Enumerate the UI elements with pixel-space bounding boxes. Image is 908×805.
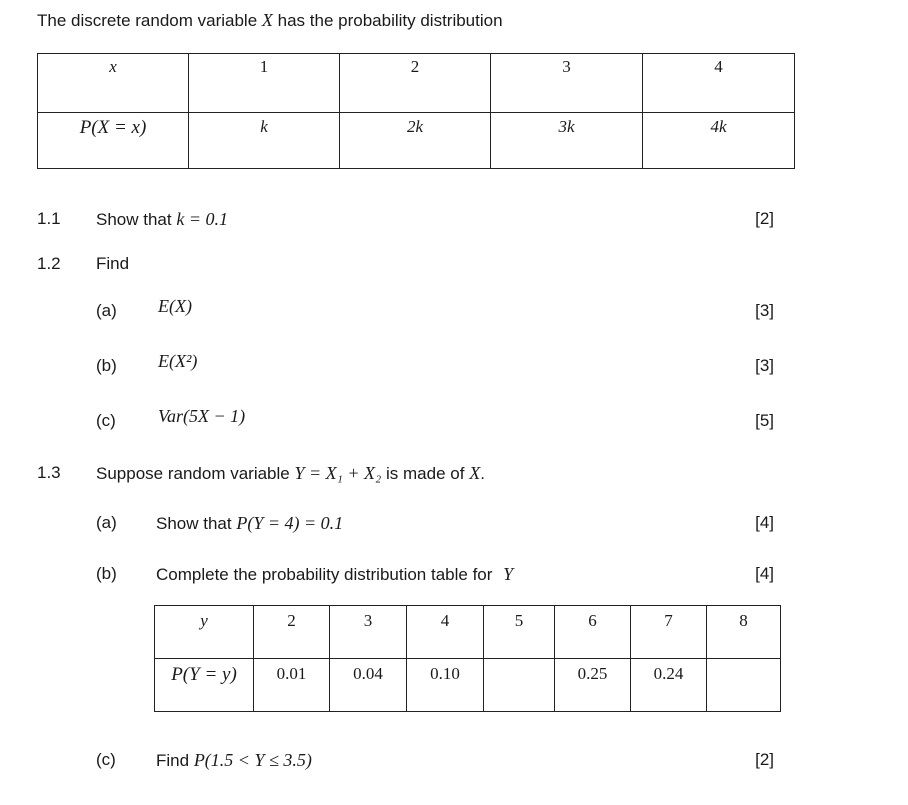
table-header-cell: x (38, 54, 189, 113)
question-1-1 (96, 209, 228, 230)
table-cell: 1 (189, 54, 340, 113)
math-expression: Y = X₁ + X₂ (294, 463, 382, 483)
question-text: . (480, 464, 485, 483)
question-1-3-a (156, 513, 343, 534)
marks-label: [4] (755, 513, 774, 532)
table-cell: 3 (330, 606, 407, 659)
math-expression: P(1.5 < Y ≤ 3.5) (193, 750, 312, 770)
math-expression: Var(5X − 1) (158, 406, 246, 426)
table-cell: 4 (643, 54, 795, 113)
question-1-3-c (156, 750, 312, 771)
table-cell: 5 (484, 606, 555, 659)
table-header-cell: P(Y = y) (155, 659, 254, 712)
distribution-table-x (37, 53, 795, 169)
table-cell: 2 (340, 54, 491, 113)
table-cell-empty[interactable] (707, 659, 781, 712)
math-expression: k = 0.1 (176, 209, 228, 229)
math-expression: P(Y = 4) = 0.1 (236, 513, 344, 533)
table-row (155, 659, 781, 712)
question-text: Find (156, 751, 190, 770)
table-cell: 7 (631, 606, 707, 659)
table-cell: 3 (491, 54, 643, 113)
part-label: (c) (96, 411, 116, 430)
table-header-cell: y (155, 606, 254, 659)
question-number: 1.1 (37, 209, 61, 228)
question-1-3-b (156, 564, 513, 585)
table-cell: 3k (491, 113, 643, 169)
intro-variable: X (261, 10, 273, 30)
question-text: Suppose random variable (96, 464, 290, 483)
table-row (38, 113, 795, 169)
part-label: (a) (96, 301, 117, 320)
math-expression: X (469, 463, 481, 483)
question-text: Show that (96, 210, 172, 229)
part-label: (c) (96, 750, 116, 769)
table-cell: 2 (254, 606, 330, 659)
question-text: Complete the probability distribution table for (156, 565, 493, 584)
part-label: (a) (96, 513, 117, 532)
question-number: 1.3 (37, 463, 61, 482)
question-text: Find (96, 254, 130, 273)
table-cell: 0.25 (555, 659, 631, 712)
table-cell: 0.01 (254, 659, 330, 712)
intro-text-after: has the probability distribution (277, 11, 503, 30)
distribution-table-y (154, 605, 781, 712)
intro-text (37, 10, 503, 31)
question-text: is made of (386, 464, 465, 483)
marks-label: [2] (755, 209, 774, 228)
marks-label: [4] (755, 564, 774, 583)
question-text: Show that (156, 514, 232, 533)
table-cell: 0.10 (407, 659, 484, 712)
table-header-cell: P(X = x) (38, 113, 189, 169)
table-row (38, 54, 795, 113)
math-expression: E(X) (158, 296, 192, 316)
marks-label: [5] (755, 411, 774, 430)
table-cell: k (189, 113, 340, 169)
part-label: (b) (96, 564, 117, 583)
intro-text-before: The discrete random variable (37, 11, 258, 30)
table-cell: 6 (555, 606, 631, 659)
table-cell-empty[interactable] (484, 659, 555, 712)
table-cell: 0.04 (330, 659, 407, 712)
part-label: (b) (96, 356, 117, 375)
table-cell: 4k (643, 113, 795, 169)
marks-label: [3] (755, 301, 774, 320)
question-1-3 (96, 463, 485, 484)
marks-label: [3] (755, 356, 774, 375)
table-cell: 2k (340, 113, 491, 169)
marks-label: [2] (755, 750, 774, 769)
table-cell: 4 (407, 606, 484, 659)
table-cell: 8 (707, 606, 781, 659)
table-row (155, 606, 781, 659)
math-expression: E(X²) (158, 351, 198, 371)
question-number: 1.2 (37, 254, 61, 273)
table-cell: 0.24 (631, 659, 707, 712)
math-expression: Y (503, 564, 514, 584)
